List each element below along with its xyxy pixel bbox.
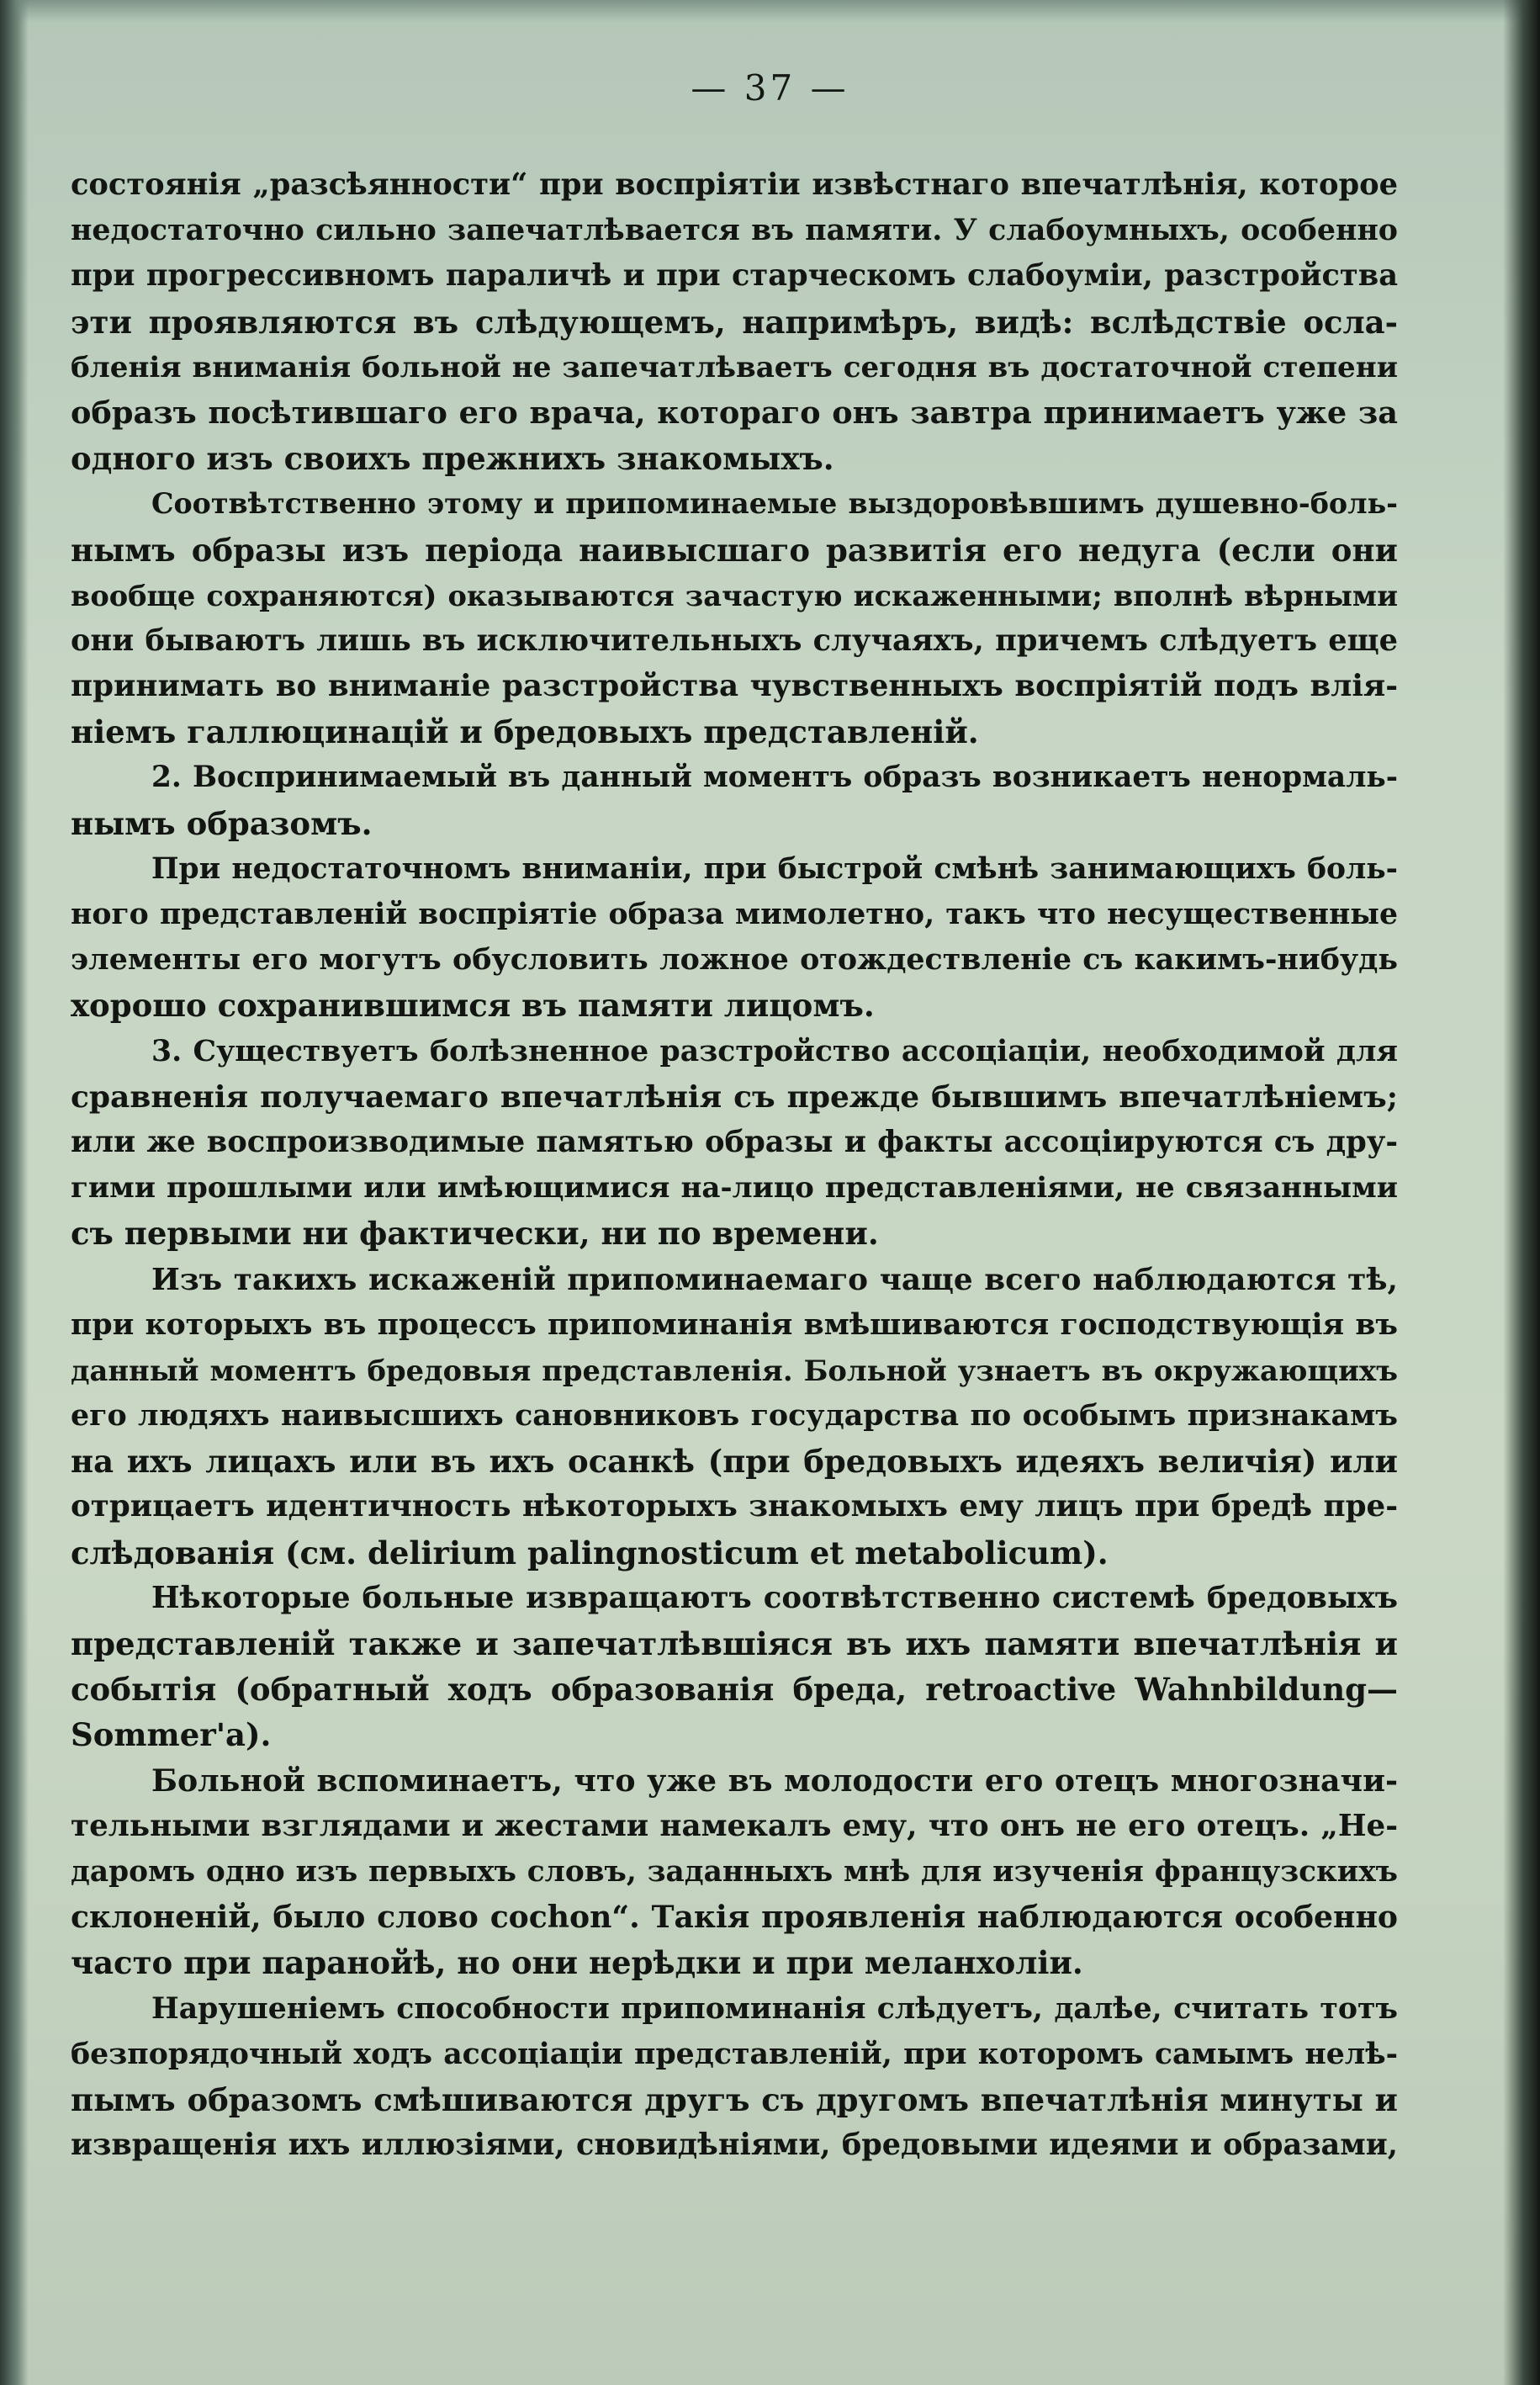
text-line: даромъ одно изъ первыхъ словъ, заданныхъ мнѣ для изученія французскихъ [71, 1854, 1398, 1889]
text-line: Нарушеніемъ способности припоминанія слѣдуетъ, далѣе, считать тотъ [151, 1990, 1398, 2026]
text-line: эти проявляются въ слѣдующемъ, напримѣръ, видѣ: вслѣдствіе осла- [71, 303, 1398, 341]
text-line: они бываютъ лишь въ исключительныхъ случаяхъ, причемъ слѣдуетъ еще [71, 623, 1398, 658]
text-line: ніемъ галлюцинацій и бредовыхъ представленій. [71, 713, 979, 751]
text-line: одного изъ своихъ прежнихъ знакомыхъ. [71, 440, 834, 478]
text-line: при которыхъ въ процессъ припоминанія вмѣшиваются господствующія въ [71, 1306, 1398, 1342]
text-line: ного представленій воспріятіе образа мимолетно, такъ что несущественные [71, 898, 1398, 931]
text-line: гими прошлыми или имѣющимися на-лицо представленіями, не связанными [71, 1171, 1398, 1206]
text-line: безпорядочный ходъ ассоціаціи представленій, при которомъ самымъ нелѣ- [71, 2036, 1398, 2071]
text-line: Нѣкоторые больные извращаютъ соотвѣтственно системѣ бредовыхъ [151, 1580, 1398, 1615]
text-line: нымъ образомъ. [71, 804, 373, 842]
text-line: представленій также и запечатлѣвшіяся въ ихъ памяти впечатлѣнія и [71, 1625, 1398, 1662]
text-line: состоянія „разсѣянности“ при воспріятіи извѣстнаго впечатлѣнія, которое [71, 167, 1398, 202]
text-line: извращенія ихъ иллюзіями, сновидѣніями, бредовыми идеями и образами, [71, 2128, 1398, 2163]
text-line: бленія вниманія больной не запечатлѣваетъ сегодня въ достаточной степени [71, 350, 1398, 384]
text-line: Sommer'а). [71, 1716, 272, 1754]
text-line: пымъ образомъ смѣшиваются другъ съ другомъ впечатлѣнія минуты и [71, 2080, 1398, 2118]
body-text [71, 162, 1398, 2168]
text-line: данный моментъ бредовыя представленія. Больной узнаетъ въ окружающихъ [71, 1353, 1398, 1387]
text-line: вообще сохраняются) оказываются зачастую искаженными; вполнѣ вѣрными [71, 578, 1398, 612]
text-line: съ первыми ни фактически, ни по времени. [71, 1215, 879, 1253]
text-line: отрицаетъ идентичность нѣкоторыхъ знакомыхъ ему лицъ при бредѣ пре- [71, 1489, 1398, 1524]
text-line: на ихъ лицахъ или въ ихъ осанкѣ (при бредовыхъ идеяхъ величія) или [71, 1443, 1398, 1481]
text-line: недостаточно сильно запечатлѣвается въ памяти. У слабоумныхъ, особенно [71, 213, 1398, 248]
text-line: нымъ образы изъ періода наивысшаго развитія его недуга (если они [71, 531, 1398, 569]
page-left-shadow [0, 0, 29, 2385]
page-right-shadow [1503, 0, 1540, 2385]
text-line: склоненій, было слово cochon“. Такія проявленія наблюдаются особенно [71, 1899, 1398, 1936]
text-line: 3. Существуетъ болѣзненное разстройство ассоціаціи, необходимой для [151, 1033, 1398, 1068]
text-line: принимать во вниманіе разстройства чувственныхъ воспріятій подъ влія- [71, 669, 1398, 704]
text-line: или же воспроизводимые памятью образы и факты ассоціируются съ дру- [71, 1124, 1398, 1159]
text-line: Соотвѣтственно этому и припоминаемые выздоровѣвшимъ душевно-боль- [151, 487, 1398, 521]
text-line: хорошо сохранившимся въ памяти лицомъ. [71, 987, 875, 1025]
text-line: Изъ такихъ искаженій припоминаемаго чаще всего наблюдаются тѣ, [151, 1261, 1398, 1297]
text-line: 2. Воспринимаемый въ данный моментъ образъ возникаетъ ненормаль- [151, 761, 1398, 795]
text-line: элементы его могутъ обусловить ложное отождествленіе съ какимъ-нибудь [71, 942, 1398, 978]
text-line: слѣдованія (см. delirium palingnosticum et metabolicum). [71, 1534, 1109, 1571]
text-line: его людяхъ наивысшихъ сановниковъ государства по особымъ признакамъ [71, 1398, 1398, 1434]
text-line: событія (обратный ходъ образованія бреда, retroactive Wahnbildung— [71, 1671, 1398, 1709]
text-line: сравненія получаемаго впечатлѣнія съ прежде бывшимъ впечатлѣніемъ; [71, 1079, 1398, 1115]
text-line: тельными взглядами и жестами намекалъ ему, что онъ не его отецъ. „Не- [71, 1808, 1398, 1843]
page-top-shadow [0, 0, 1540, 22]
text-line: часто при паранойѣ, но они нерѣдки и при меланхоліи. [71, 1944, 1083, 1982]
text-line: образъ посѣтившаго его врача, котораго онъ завтра принимаетъ уже за [71, 394, 1398, 431]
text-line: При недостаточномъ вниманіи, при быстрой смѣнѣ занимающихъ боль- [151, 851, 1398, 886]
text-line: при прогрессивномъ параличѣ и при старческомъ слабоуміи, разстройства [71, 258, 1398, 294]
text-line: Больной вспоминаетъ, что уже въ молодости его отецъ многозначи- [151, 1762, 1398, 1799]
page-number: — 37 — [691, 67, 849, 109]
